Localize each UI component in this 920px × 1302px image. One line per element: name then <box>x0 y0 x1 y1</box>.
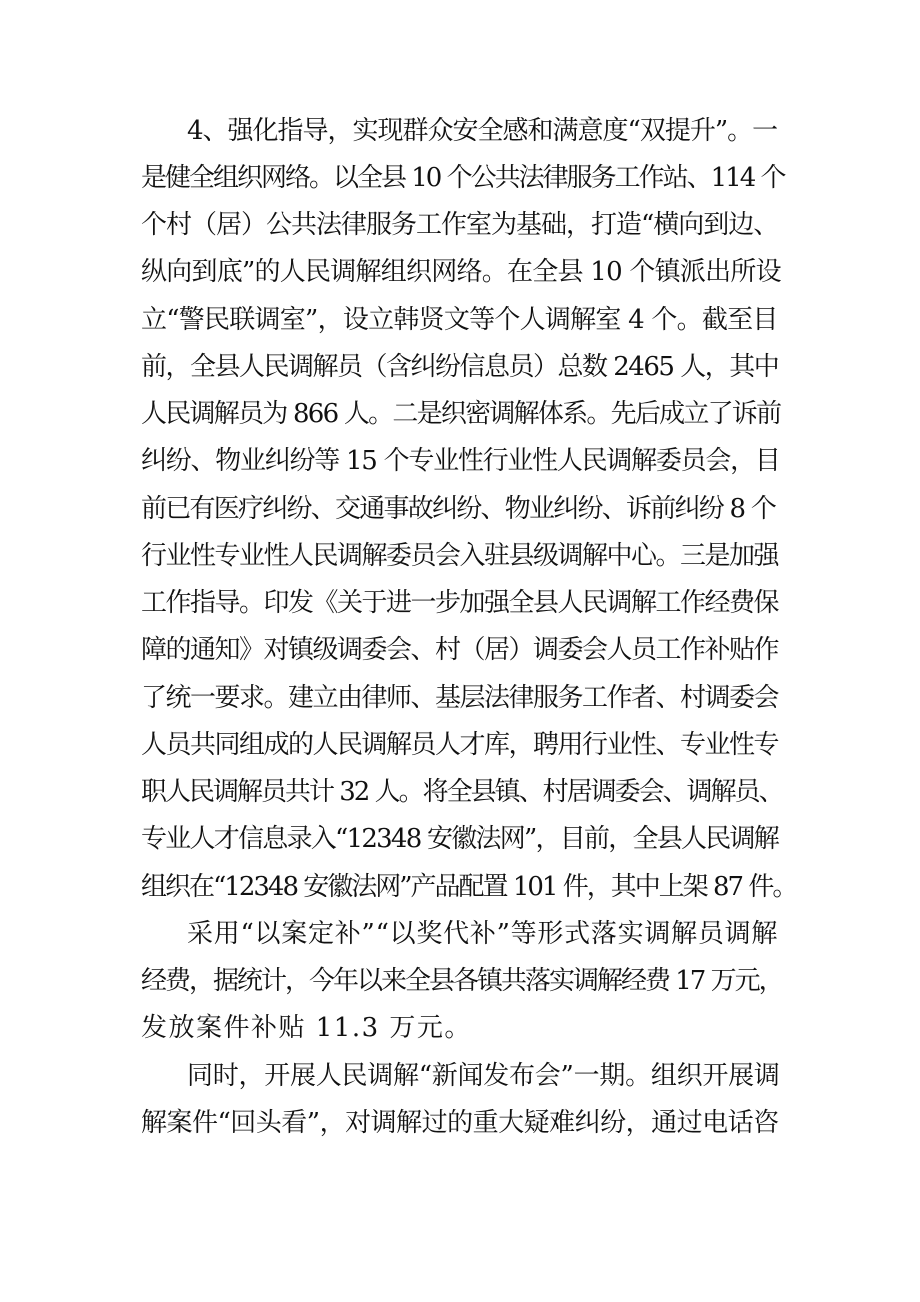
text-line: 组织在“12348 安徽法网”产品配置 101 件，其中上架 87 件。 <box>141 872 797 902</box>
text-line: 了统一要求。建立由律师、基层法律服务工作者、村调委会 <box>141 683 779 713</box>
text-line: 立“警民联调室”，设立韩贤文等个人调解室 4 个。截至目 <box>141 305 778 335</box>
text-line: 行业性专业性人民调解委员会入驻县级调解中心。三是加强 <box>141 541 779 571</box>
text-line: 发放案件补贴 11.3 万元。 <box>141 1013 472 1043</box>
text-line: 4、强化指导，实现群众安全感和满意度“双提升”。一 <box>187 116 778 146</box>
text-line: 障的通知》对镇级调委会、村（居）调委会人员工作补贴作 <box>141 635 779 665</box>
text-line: 前已有医疗纠纷、交通事故纠纷、物业纠纷、诉前纠纷 8 个 <box>141 494 776 524</box>
text-line: 纵向到底”的人民调解组织网络。在全县 10 个镇派出所设 <box>141 257 781 287</box>
text-line: 经费，据统计，今年以来全县各镇共落实调解经费 17 万元， <box>141 966 783 996</box>
text-line: 人民调解员为 866 人。二是织密调解体系。先后成立了诉前 <box>141 399 781 429</box>
text-line: 工作指导。印发《关于进一步加强全县人民调解工作经费保 <box>141 588 779 618</box>
text-line: 专业人才信息录入“12348 安徽法网”，目前，全县人民调解 <box>141 824 779 854</box>
text-line: 前，全县人民调解员（含纠纷信息员）总数 2465 人，其中 <box>141 352 779 382</box>
text-line: 是健全组织网络。以全县 10 个公共法律服务工作站、114 个 <box>141 163 785 193</box>
text-line: 采用“以案定补”“以奖代补”等形式落实调解员调解 <box>187 919 779 949</box>
text-line: 人员共同组成的人民调解员人才库，聘用行业性、专业性专 <box>141 730 779 760</box>
text-line: 个村（居）公共法律服务工作室为基础，打造“横向到边、 <box>141 210 779 240</box>
text-line: 同时，开展人民调解“新闻发布会”一期。组织开展调 <box>187 1061 780 1091</box>
text-line: 职人民调解员共计 32 人。将全县镇、村居调委会、调解员、 <box>141 777 783 807</box>
text-line: 解案件“回头看”，对调解过的重大疑难纠纷，通过电话咨 <box>141 1108 779 1138</box>
text-line: 纠纷、物业纠纷等 15 个专业性行业性人民调解委员会，目 <box>141 446 780 476</box>
